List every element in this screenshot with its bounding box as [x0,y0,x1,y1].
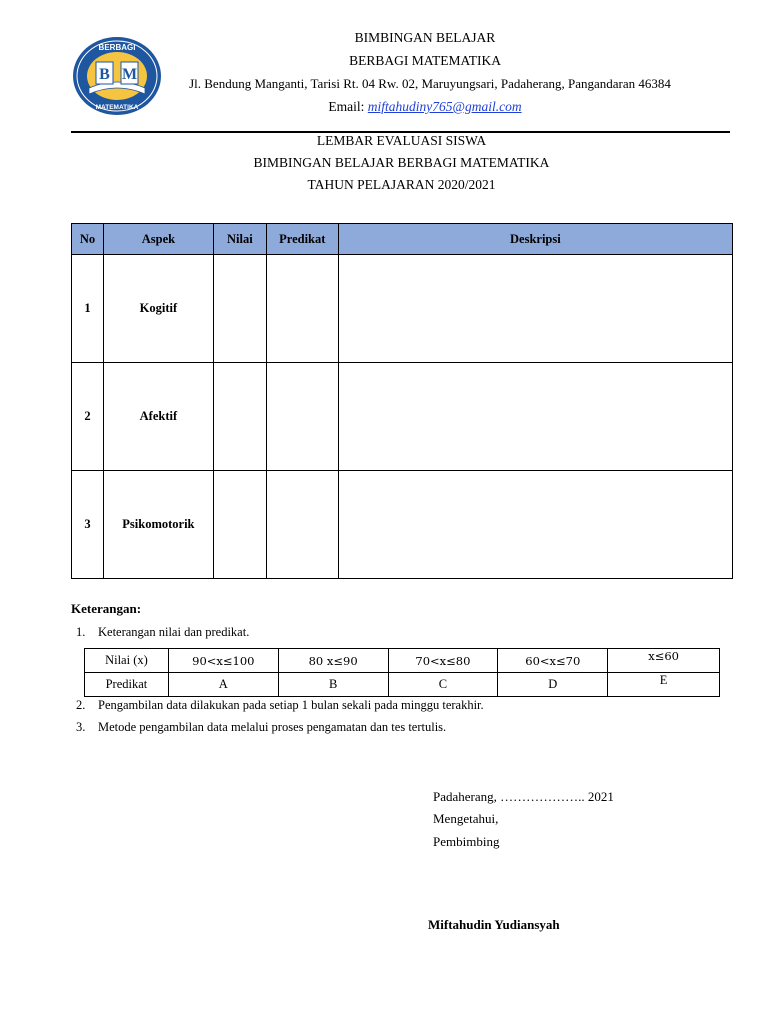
row-nilai[interactable] [213,255,266,363]
table-header-row [72,224,733,255]
header-no: No [72,224,104,255]
keterangan-item-3 [76,720,446,735]
predikat-label: Predikat [85,673,169,697]
range-c: 70<x≤80 [388,649,498,673]
logo-letter-m: M [121,66,138,83]
keterangan-heading: Keterangan: [71,601,142,616]
title-line-1: LEMBAR EVALUASI SISWA [316,133,487,148]
row-aspek: Afektif [103,363,213,471]
row-nilai[interactable] [213,471,266,579]
grade-c: C [388,673,498,697]
row-deskripsi[interactable] [338,363,732,471]
header-address: Jl. Bendung Manganti, Tarisi Rt. 04 Rw. 02, Maruyungsari, Padaherang, Pangandaran 46384 [189,76,671,91]
item-number: 1. [76,625,86,639]
range-a: 90<x≤100 [168,649,278,673]
email-link[interactable]: miftahudiny765@gmail.com [367,99,522,114]
row-no: 3 [72,471,104,579]
table-row [72,255,733,363]
item-number: 3. [76,720,86,734]
row-predikat[interactable] [266,255,338,363]
row-no: 1 [72,255,104,363]
grade-b: B [278,673,388,697]
keterangan-item-1 [76,625,249,640]
item-text: Metode pengambilan data melalui proses pengamatan dan tes tertulis. [98,720,447,734]
nilai-row [85,649,720,673]
row-deskripsi[interactable] [338,255,732,363]
signature-known: Mengetahui, [433,811,499,826]
grade-a: A [168,673,278,697]
header-email-line [120,99,730,115]
signature-role: Pembimbing [433,834,500,849]
range-d: 60<x≤70 [498,649,608,673]
row-aspek: Kogitif [103,255,213,363]
row-nilai[interactable] [213,363,266,471]
evaluation-table [71,223,733,579]
row-predikat[interactable] [266,363,338,471]
header-nilai: Nilai [213,224,266,255]
nilai-predikat-table [84,648,720,697]
logo-letter-b: B [99,66,110,83]
row-deskripsi[interactable] [338,471,732,579]
signature-place-date: Padaherang, ……………….. 2021 [433,789,614,804]
range-b: 80 x≤90 [278,649,388,673]
logo-top-text: BERBAGI [98,43,136,52]
item-number: 2. [76,698,86,712]
predikat-row [85,673,720,697]
header-predikat: Predikat [266,224,338,255]
header-line-1: BIMBINGAN BELAJAR [354,30,496,45]
table-row [72,363,733,471]
title-line-3: TAHUN PELAJARAN 2020/2021 [307,177,496,192]
header-aspek: Aspek [103,224,213,255]
item-text: Keterangan nilai dan predikat. [98,625,250,639]
signature-name: Miftahudin Yudiansyah [428,917,560,932]
keterangan-item-2 [76,698,484,713]
header-line-2: BERBAGI MATEMATIKA [349,53,501,68]
title-line-2: BIMBINGAN BELAJAR BERBAGI MATEMATIKA [253,155,550,170]
range-e: x≤60 [608,649,720,673]
grade-d: D [498,673,608,697]
header-deskripsi: Deskripsi [338,224,732,255]
row-predikat[interactable] [266,471,338,579]
table-row [72,471,733,579]
row-no: 2 [72,363,104,471]
email-label: Email: [328,99,368,114]
logo-bottom-text: MATEMATIKA [95,104,139,111]
item-text: Pengambilan data dilakukan pada setiap 1 bulan sekali pada minggu terakhir. [98,698,484,712]
grade-e: E [608,673,720,697]
row-aspek: Psikomotorik [103,471,213,579]
nilai-label: Nilai (x) [85,649,169,673]
